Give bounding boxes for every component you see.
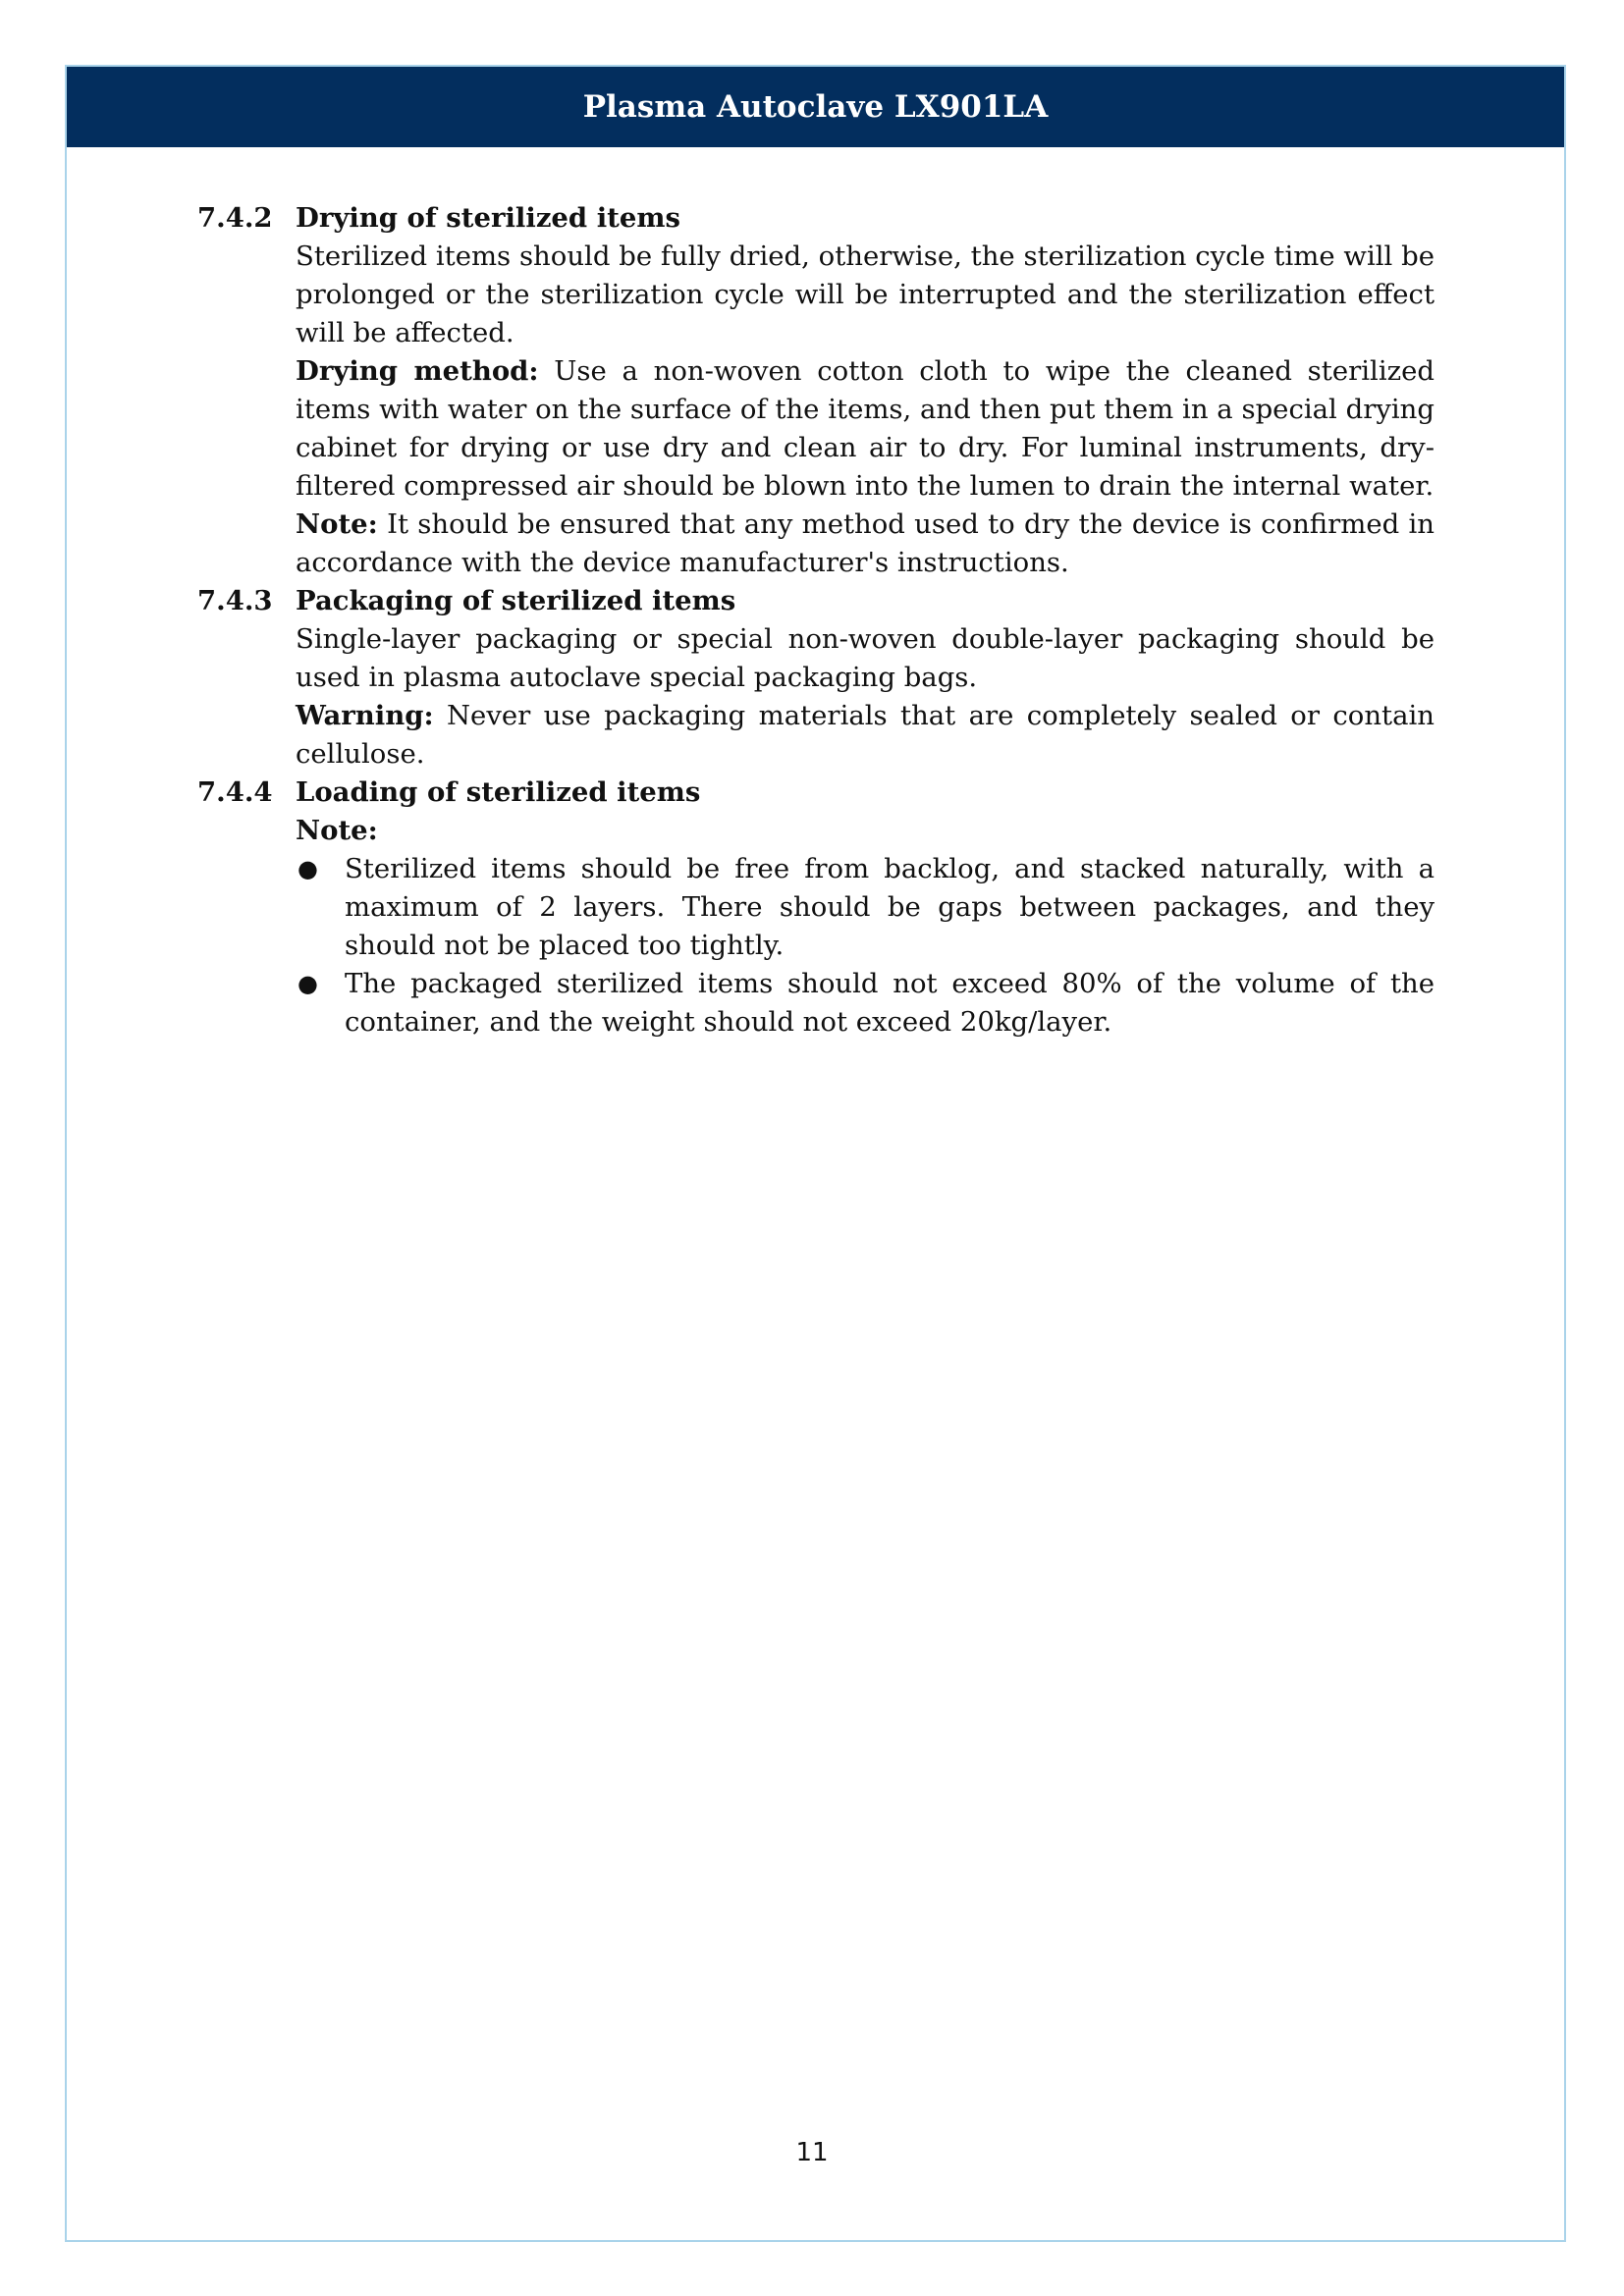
- bullet-list: [296, 850, 1435, 1041]
- section-title: Packaging of sterilized items: [296, 585, 736, 616]
- paragraph: Sterilized items should be fully dried, otherwise, the sterilization cycle time will be prolonged or the sterilization cycle will be interrupted and the sterilization effect will be affected.: [296, 240, 1435, 348]
- section-7-4-4: [197, 774, 1435, 1041]
- note-label: Note:: [296, 815, 378, 846]
- section-title: Drying of sterilized items: [296, 202, 680, 234]
- bullet-icon: ●: [298, 855, 318, 882]
- paragraph: Warning: Never use packaging materials that are completely sealed or contain cellulose.: [296, 700, 1435, 770]
- paragraph: Note: It should be ensured that any method used to dry the device is confirmed in accordance with the device manufacturer's instructions.: [296, 508, 1435, 578]
- paragraph: Single-layer packaging or special non-woven double-layer packaging should be used in plasma autoclave special packaging bags.: [296, 623, 1435, 693]
- paragraph: Drying method: Use a non-woven cotton cloth to wipe the cleaned sterilized items with water on the surface of the items, and then put them in a special drying cabinet for drying or use dry and clean air to dry. For luminal instruments, dry-filtered compressed air should be blown into the lumen to drain the internal water.: [296, 355, 1435, 502]
- section-title: Loading of sterilized items: [296, 776, 701, 808]
- page-number: 11: [795, 2138, 829, 2167]
- section-number: 7.4.3: [197, 585, 273, 616]
- drying-method-label: Drying method:: [296, 355, 539, 387]
- document-content: [197, 199, 1435, 1041]
- section-number: 7.4.2: [197, 202, 273, 234]
- list-item: ● The packaged sterilized items should not exceed 80% of the volume of the container, and the weight should not exceed 20kg/layer.: [296, 965, 1435, 1041]
- section-7-4-3: [197, 582, 1435, 774]
- section-7-4-2: [197, 199, 1435, 582]
- list-item: ● Sterilized items should be free from backlog, and stacked naturally, with a maximum of 2 layers. There should be gaps between packages, and they should not be placed too tightly.: [296, 850, 1435, 965]
- bullet-icon: ●: [298, 970, 318, 997]
- note-label: Note:: [296, 508, 378, 540]
- document-header: [67, 67, 1564, 147]
- section-number: 7.4.4: [197, 776, 273, 808]
- header-title: Plasma Autoclave LX901LA: [582, 89, 1049, 125]
- warning-label: Warning:: [296, 700, 434, 731]
